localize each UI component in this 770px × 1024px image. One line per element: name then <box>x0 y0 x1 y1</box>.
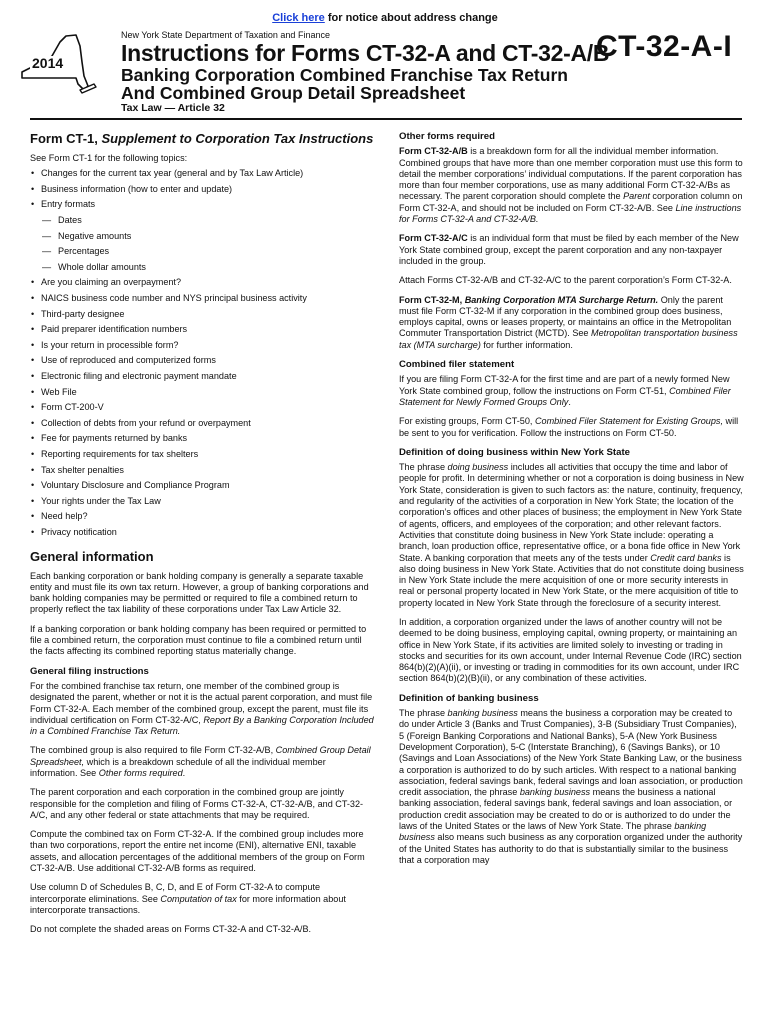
banking-business-paragraph <box>399 708 744 866</box>
ct32ac-text: is an individual form that must be filed by each member of the New York State combined group, except the parent corporation and any non-taxpayer included in the group. <box>399 233 739 266</box>
dbb-text-c: means the business a corporation may be created to do under Article 3 (Banks and Trust Companies), 3-B (Subsidiary Trust Companies), 5 (Foreign Banking Corporations and National Banks), 5-A (New York Business Development Corporation), 5-C (Interstate Branching), 6 (Savings Banks), or 10 (Savings and Loan Associations) of the New York State Banking Law, or the business a corporation is authorized to do by such articles. With respect to a national banking association, federal savings bank, federal savings and loan association, or production credit association, the phrase <box>399 708 743 798</box>
filing-paragraph-3: The parent corporation and each corporation in the combined group are jointly responsible for the completion and filing of Forms CT-32-A, CT-32-A/B, and CT-32-A/C, and any other federal or state attachments that may be required. <box>30 787 364 820</box>
dbb-term-1: banking business <box>447 708 518 719</box>
ct51-text-a: If you are filing Form CT-32-A for the first time and are part of a newly formed New York State combined group, follow the instructions on Form CT-51, <box>399 374 730 396</box>
page-subtitle <box>121 66 721 102</box>
topic-sub-item: — Dates <box>30 213 375 229</box>
ct32m-form-name: Form CT-32-M, <box>399 294 465 305</box>
attach-forms-paragraph: Attach Forms CT-32-A/B and CT-32-A/C to the parent corporation’s Form CT-32-A. <box>399 275 732 286</box>
ct51-paragraph <box>399 374 744 408</box>
ct32ab-text-d: corporation column on Form CT-32-A, and should not be included on Form CT-32-A/B. See <box>399 191 743 213</box>
dbb-term-2: banking business <box>519 787 591 798</box>
form-code: CT-32-A-I <box>596 30 733 63</box>
ct50-text-c: will be sent to you for verification. Follow the instructions on Form CT-50. <box>399 416 739 438</box>
ct32ac-form-name: Form CT-32-A/C <box>399 233 468 244</box>
combined-filer-statement-heading: Combined filer statement <box>399 359 515 371</box>
right-column <box>399 131 744 874</box>
ct50-paragraph <box>399 416 744 439</box>
left-column <box>30 131 375 944</box>
ct32ab-form-name: Form CT-32-A/B <box>399 146 468 157</box>
tax-year: 2014 <box>32 55 64 71</box>
topics-list <box>30 166 375 540</box>
topic-item: • Use of reproduced and computerized forms <box>30 353 375 369</box>
ct32m-form-title: Banking Corporation MTA Surcharge Return. <box>464 294 659 305</box>
topic-item: • Is your return in processible form? <box>30 338 375 354</box>
topic-item: • Fee for payments returned by banks <box>30 431 375 447</box>
ct1-heading-title: Supplement to Corporation Tax Instructions <box>101 131 374 146</box>
topic-item: • Are you claiming an overpayment? <box>30 275 375 291</box>
filing-p1-text: For the combined franchise tax return, one member of the combined group is designated the parent, whether or not it is the actual parent corporation, and must file Form CT-32-A. Each member of the combined group, except the parent, must file its individual certification on Form CT-32-A/C, <box>30 680 373 725</box>
topic-item: • Collection of debts from your refund or overpayment <box>30 416 375 432</box>
header-divider <box>30 118 742 120</box>
topic-sub-item: — Percentages <box>30 244 375 260</box>
ct32m-text-e: for further information. <box>480 339 573 350</box>
topic-item: • NAICS business code number and NYS principal business activity <box>30 291 375 307</box>
general-info-paragraph-2: If a banking corporation or bank holding company has been required or permitted to file a combined return, the corporation must continue to file a combined return until the facts affecting its combined reporting status materially change. <box>30 623 367 657</box>
filing-p2-reference: Other forms required <box>98 768 183 778</box>
topic-item: • Tax shelter penalties <box>30 463 375 479</box>
topic-item: • Voluntary Disclosure and Compliance Program <box>30 478 375 494</box>
ddb-text-a: The phrase <box>399 462 448 473</box>
topic-item: • Privacy notification <box>30 525 375 541</box>
banking-business-definition-heading: Definition of banking business <box>399 692 539 704</box>
filing-paragraph-5 <box>30 882 375 916</box>
ddb-term: doing business <box>447 462 509 473</box>
general-information-heading: General information <box>30 548 154 564</box>
ct32ab-paragraph <box>399 146 744 225</box>
see-ct1-text: See Form CT-1 for the following topics: <box>30 153 188 163</box>
ct32m-paragraph <box>399 295 744 351</box>
ct32ab-text-b: is a breakdown form for all the individual member information. Combined groups that have more than one member corporation must use this form to detail the member corporations’ individual computations. If the parent corporation has more than four member corporations, use as many additional Form CT-32-A/Bs as necessary. The parent corporation should complete the <box>399 146 743 202</box>
page-title: Instructions for Forms CT-32-A and CT-32-A/B <box>121 40 610 66</box>
ct32ab-parent-term: Parent <box>623 191 650 202</box>
tax-law-article: Tax Law — Article 32 <box>121 102 225 114</box>
filing-p1-form-title: Report By a Banking Corporation Included in a Combined Franchise Tax Return. <box>30 714 374 737</box>
dbb-text-a: The phrase <box>399 708 448 719</box>
dbb-text-g: also means such business as any corporation organized under the authority of the United States has authority to do that is substantially similar to the business that a corporation may <box>399 832 743 865</box>
ct50-form-title: Combined Filer Statement for Existing Groups, <box>534 416 723 427</box>
doing-business-definition-heading: Definition of doing business within New York State <box>399 446 630 458</box>
ct50-text-a: For existing groups, Form CT-50, <box>399 416 535 427</box>
topic-item: • Paid preparer identification numbers <box>30 322 375 338</box>
topic-item: • Web File <box>30 385 375 401</box>
address-change-notice <box>0 12 770 24</box>
topic-sub-item: — Negative amounts <box>30 229 375 245</box>
ct32m-reference: Metropolitan transportation business tax (MTA surcharge) <box>399 328 738 350</box>
general-filing-instructions-heading: General filing instructions <box>30 665 149 677</box>
ddb-text-c: includes all activities that occupy the time and labor of people for profit. In determining whether or not a corporation is doing business in New York State, consideration is given to such factors as: the nature, continuity, frequency, and regularity of the activities of a corporation in New York State; the location of the corporation’s offices and other places of business; the employment in New York State of agents, officers, and employees of the corporation; and other relevant factors. Activities that constitute doing business in New York State include: operating a branch, loan production office, representative office, or a bona fide office in New York State. A banking corporation that meets any of the tests under <box>399 462 744 563</box>
ddb-text-e: is also doing business in New York State. Activities that do not constitute doing business in New York State include the mere acquisition of one or more security interests in real or personal property located in New York State, or the mere acquisition of title to property located in New York State through the foreclosure of a security interest. <box>399 552 744 608</box>
ct51-form-title: Combined Filer Statement for Newly Formed Groups Only <box>399 385 731 407</box>
filing-paragraph-1 <box>30 681 375 737</box>
topic-item: • Third-party designee <box>30 307 375 323</box>
doing-business-paragraph-1 <box>399 462 744 609</box>
other-forms-heading: Other forms required <box>399 131 495 142</box>
topic-item: • Your rights under the Tax Law <box>30 494 375 510</box>
dbb-text-e: means the business a national banking association, federal savings bank, federal savings and loan association, or production credit association may be created to do or is authorized to do under the laws of the United States or the laws of New York State. The phrase <box>399 787 733 832</box>
topic-sub-item: — Whole dollar amounts <box>30 260 375 276</box>
ct32ab-reference: Line instructions for Forms CT-32-A and CT-32-A/B. <box>399 202 742 225</box>
topic-item: • Electronic filing and electronic payment mandate <box>30 369 375 385</box>
filing-p2-form-title: Combined Group Detail Spreadsheet, <box>30 745 371 767</box>
filing-p5-text-c: for more information about intercorporate transactions. <box>30 893 346 915</box>
topic-item: • Form CT-200-V <box>30 400 375 416</box>
filing-p2-text-a: The combined group is also required to file Form CT-32-A/B, <box>30 745 276 756</box>
ct1-heading <box>30 131 375 147</box>
topic-item: • Reporting requirements for tax shelters <box>30 447 375 463</box>
topic-item: • Entry formats <box>30 197 375 213</box>
notice-text: for notice about address change <box>324 12 498 24</box>
subtitle-line-2: And Combined Group Detail Spreadsheet <box>121 83 466 103</box>
dbb-term-3: banking business <box>399 821 707 843</box>
filing-paragraph-4: Compute the combined tax on Form CT-32-A. If the combined group includes more than two corporations, report the entire net income (ENI), alternative ENI, taxable assets, and allocation percentages of the additional members of the group on Form CT-32-A/B. Use additional CT-32-A/B forms as required. <box>30 829 365 874</box>
ct32ac-paragraph <box>399 233 744 267</box>
general-info-paragraph-1: Each banking corporation or bank holding company is generally a separate taxable entity and must file its own tax return. However, a group of banking corporations and bank holding companies may be permitted or required to file a combined return to properly reflect the tax liability of these corporations under Tax Law Article 32. <box>30 570 369 615</box>
ddb-credit-card-banks: Credit card banks <box>650 552 722 563</box>
filing-paragraph-2 <box>30 745 375 779</box>
subtitle-line-1: Banking Corporation Combined Franchise Tax Return <box>121 65 568 85</box>
topic-item: • Changes for the current tax year (general and by Tax Law Article) <box>30 166 375 182</box>
filing-p5-reference: Computation of tax <box>160 893 237 904</box>
topic-item: • Need help? <box>30 509 375 525</box>
ct32m-text-c: Only the parent must file Form CT-32-M if any corporation in the combined group does business, employs capital, owns or leases property, or maintains an office in the Metropolitan Commuter Transportation District (MCTD). See <box>399 294 732 339</box>
click-here-link[interactable]: Click here <box>272 12 325 24</box>
department-name: New York State Department of Taxation and Finance <box>121 30 330 40</box>
topic-item: • Business information (how to enter and update) <box>30 182 375 198</box>
ct51-text-c: . <box>568 396 571 407</box>
filing-p2-text-c: which is a breakdown schedule of all the individual member information. See <box>30 756 326 778</box>
filing-p5-text-a: Use column D of Schedules B, C, D, and E of Form CT-32-A to compute intercorporate eliminations. See <box>30 882 321 904</box>
filing-paragraph-6: Do not complete the shaded areas on Forms CT-32-A and CT-32-A/B. <box>30 924 312 935</box>
filing-p2-text-e: . <box>182 768 186 778</box>
doing-business-paragraph-2: In addition, a corporation organized under the laws of another country will not be deemed to be doing business, employing capital, owning property, or maintaining an office in New York State, if its activities are limited solely to investing or trading in stocks and securities for its own account, under Internal Revenue Code (IRC) section 864(b)(2)(A)(ii), or investing or trading in commodities for its own account, under IRC section 864(b)(2)(B)(ii), or any combination of these activities. <box>399 616 742 684</box>
ct1-heading-form: Form CT-1, <box>30 131 102 146</box>
